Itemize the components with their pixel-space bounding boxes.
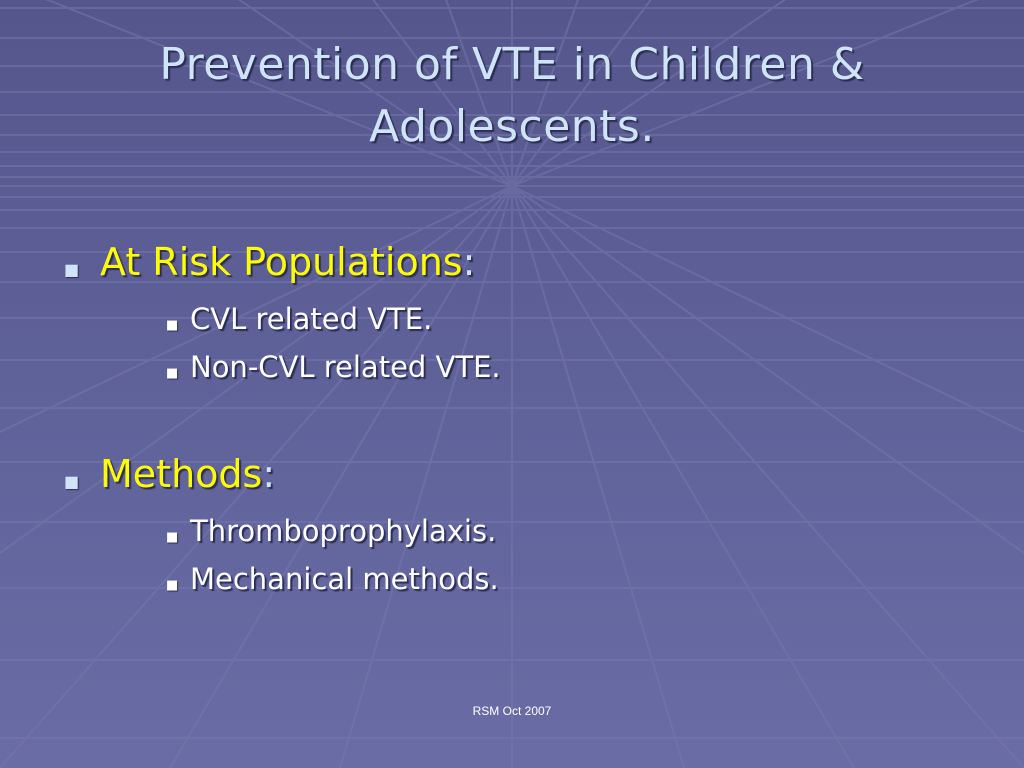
heading-text: Methods <box>100 452 263 496</box>
slide-title: Prevention of VTE in Children & Adolescents. <box>159 39 865 152</box>
heading-text: At Risk Populations <box>100 240 463 284</box>
square-bullet-icon: ■ <box>64 260 80 279</box>
list-item <box>166 514 496 548</box>
section-heading-at-risk <box>64 240 475 284</box>
list-item-text: Mechanical methods. <box>190 562 499 596</box>
square-bullet-icon: ■ <box>64 472 80 491</box>
square-bullet-icon: ■ <box>166 578 179 593</box>
heading-colon: : <box>262 452 276 496</box>
section-heading-methods <box>64 452 275 496</box>
list-item <box>166 302 432 336</box>
list-item <box>166 350 501 384</box>
square-bullet-icon: ■ <box>166 530 179 545</box>
list-item-text: Non-CVL related VTE. <box>190 350 501 384</box>
heading-colon: : <box>462 240 476 284</box>
list-item-text: Thromboprophylaxis. <box>190 514 497 548</box>
square-bullet-icon: ■ <box>166 318 179 333</box>
list-item <box>166 562 499 596</box>
square-bullet-icon: ■ <box>166 366 179 381</box>
slide-footer: RSM Oct 2007 <box>472 704 552 718</box>
list-item-text: CVL related VTE. <box>190 302 433 336</box>
